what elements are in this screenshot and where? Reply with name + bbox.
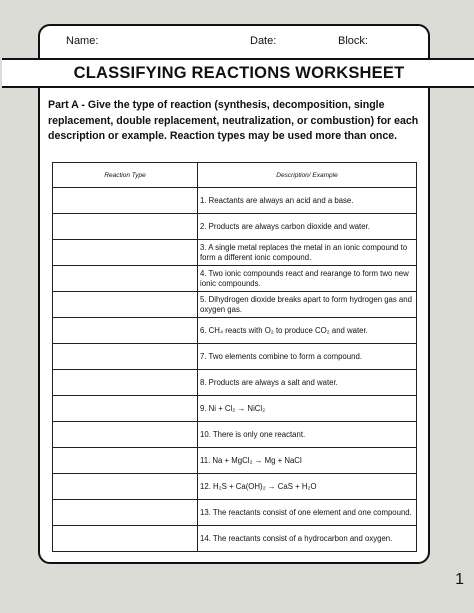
reaction-type-answer-cell[interactable] <box>53 240 198 266</box>
header-row <box>40 26 428 58</box>
description-cell: 6. CH₄ reacts with O₂ to produce CO₂ and water. <box>198 318 417 344</box>
table-row <box>53 422 417 448</box>
reaction-type-answer-cell[interactable] <box>53 318 198 344</box>
description-cell: 7. Two elements combine to form a compound. <box>198 344 417 370</box>
reactions-table <box>52 162 417 552</box>
description-cell: 8. Products are always a salt and water. <box>198 370 417 396</box>
table-row <box>53 266 417 292</box>
reaction-type-answer-cell[interactable] <box>53 370 198 396</box>
table-row <box>53 292 417 318</box>
description-cell: 9. Ni + Cl₂ → NiCl₂ <box>198 396 417 422</box>
reaction-type-answer-cell[interactable] <box>53 344 198 370</box>
column-header-reaction-type: Reaction Type <box>53 163 198 188</box>
description-cell: 12. H₂S + Ca(OH)₂ → CaS + H₂O <box>198 474 417 500</box>
description-cell: 14. The reactants consist of a hydrocarbon and oxygen. <box>198 526 417 552</box>
table-header-row <box>53 163 417 188</box>
block-label: Block: <box>338 35 368 47</box>
reaction-type-answer-cell[interactable] <box>53 526 198 552</box>
reaction-type-answer-cell[interactable] <box>53 214 198 240</box>
description-cell: 13. The reactants consist of one element and one compound. <box>198 500 417 526</box>
reaction-type-answer-cell[interactable] <box>53 474 198 500</box>
table-row <box>53 474 417 500</box>
description-cell: 5. Dihydrogen dioxide breaks apart to form hydrogen gas and oxygen gas. <box>198 292 417 318</box>
description-cell: 10. There is only one reactant. <box>198 422 417 448</box>
worksheet-title: CLASSIFYING REACTIONS WORKSHEET <box>2 58 474 88</box>
table-row <box>53 526 417 552</box>
table-row <box>53 344 417 370</box>
column-header-description: Description/ Example <box>198 163 417 188</box>
reaction-type-answer-cell[interactable] <box>53 188 198 214</box>
table-row <box>53 214 417 240</box>
table-row <box>53 188 417 214</box>
table-row <box>53 448 417 474</box>
description-cell: 11. Na + MgCl₂ → Mg + NaCl <box>198 448 417 474</box>
table-row <box>53 396 417 422</box>
instructions: Part A - Give the type of reaction (synthesis, decomposition, single replacement, double replacement, neutralization, or combustion) for each description or example. Reaction types may be used more than once. <box>48 99 419 142</box>
description-cell: 1. Reactants are always an acid and a base. <box>198 188 417 214</box>
table-row <box>53 318 417 344</box>
name-label: Name: <box>66 35 99 47</box>
description-cell: 2. Products are always carbon dioxide and water. <box>198 214 417 240</box>
reaction-type-answer-cell[interactable] <box>53 500 198 526</box>
date-label: Date: <box>250 35 277 47</box>
reaction-type-answer-cell[interactable] <box>53 422 198 448</box>
reaction-type-answer-cell[interactable] <box>53 448 198 474</box>
description-cell: 4. Two ionic compounds react and rearange to form two new ionic compounds. <box>198 266 417 292</box>
worksheet-page <box>38 24 430 564</box>
table-row <box>53 500 417 526</box>
reaction-type-answer-cell[interactable] <box>53 396 198 422</box>
reaction-type-answer-cell[interactable] <box>53 292 198 318</box>
table-row <box>53 240 417 266</box>
table-row <box>53 370 417 396</box>
page-number: 1 <box>455 571 464 588</box>
reaction-type-answer-cell[interactable] <box>53 266 198 292</box>
description-cell: 3. A single metal replaces the metal in an ionic compound to form a different ionic compound. <box>198 240 417 266</box>
